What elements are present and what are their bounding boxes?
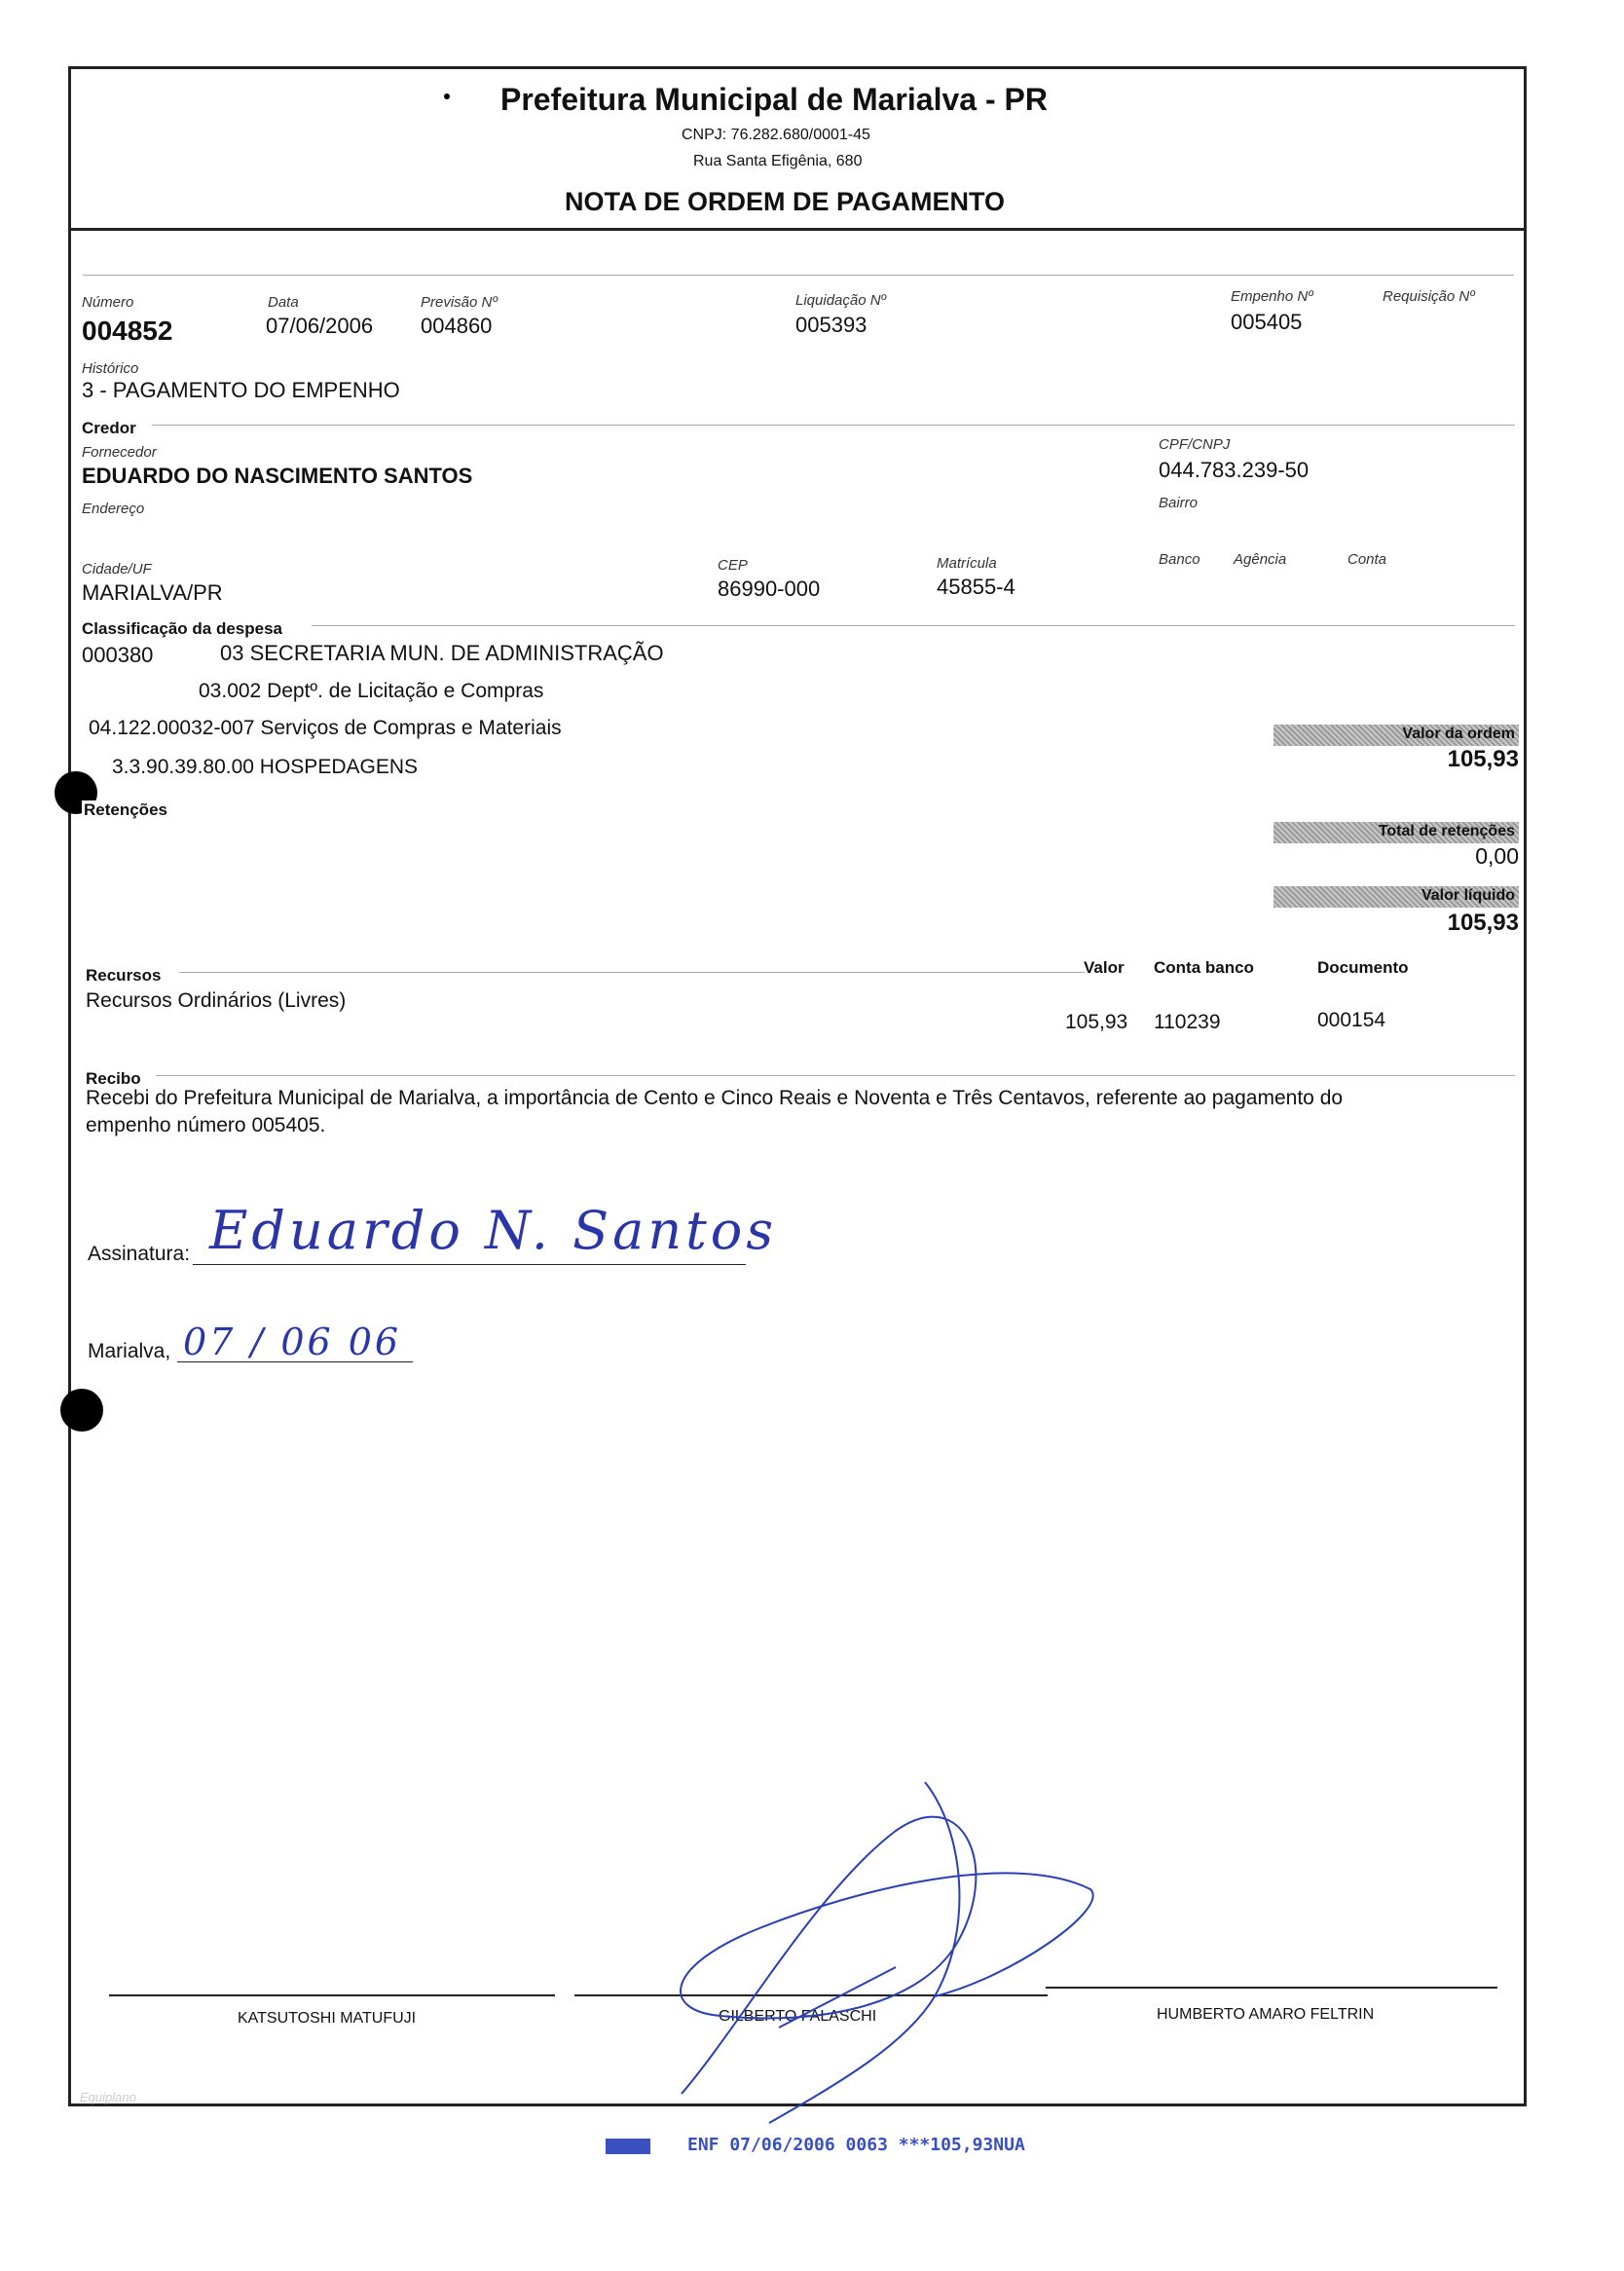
- recursos-rule: [179, 972, 1085, 973]
- cidade-value: MARIALVA/PR: [82, 580, 223, 605]
- recursos-documento: 000154: [1317, 1009, 1386, 1031]
- historico-value: 3 - PAGAMENTO DO EMPENHO: [82, 378, 400, 402]
- matricula-label: Matrícula: [937, 555, 997, 572]
- requisicao-label: Requisição Nº: [1383, 288, 1475, 305]
- recibo-rule: [156, 1075, 1515, 1076]
- empenho-value: 005405: [1231, 310, 1303, 334]
- cidade-label: Cidade/UF: [82, 561, 152, 577]
- header-divider: [68, 228, 1527, 231]
- recibo-line2: empenho número 005405.: [86, 1114, 326, 1136]
- address: Rua Santa Efigênia, 680: [693, 153, 863, 169]
- punch-hole: [60, 1389, 103, 1432]
- cnpj: CNPJ: 76.282.680/0001-45: [682, 127, 870, 143]
- valor-liquido-bar: [1273, 886, 1519, 908]
- elemento: 3.3.90.39.80.00 HOSPEDAGENS: [112, 756, 419, 778]
- bairro-label: Bairro: [1159, 495, 1199, 511]
- signature-scribble: [643, 1772, 1129, 2142]
- credor-section: Credor: [82, 419, 136, 437]
- fornecedor-label: Fornecedor: [82, 444, 157, 461]
- agencia-label: Agência: [1234, 551, 1287, 568]
- assinatura-label: Assinatura:: [88, 1243, 191, 1265]
- retencoes-section: Retenções: [84, 800, 167, 819]
- valor-liquido-value: 105,93: [1447, 910, 1519, 936]
- previsao-label: Previsão Nº: [421, 294, 498, 311]
- bank-stamp: ENF 07/06/2006 0063 ***105,93NUA: [687, 2135, 1025, 2155]
- conta-label: Conta: [1347, 551, 1387, 568]
- liquidacao-value: 005393: [795, 313, 867, 337]
- cep-value: 86990-000: [718, 577, 821, 601]
- conta-banco-header: Conta banco: [1154, 958, 1254, 977]
- classificacao-section: Classificação da despesa: [82, 619, 283, 638]
- liquidacao-label: Liquidação Nº: [795, 292, 887, 309]
- total-retencoes-bar: [1273, 822, 1519, 843]
- secretaria: 03 SECRETARIA MUN. DE ADMINISTRAÇÃO: [220, 641, 664, 665]
- programa: 04.122.00032-007 Serviços de Compras e Materiais: [89, 717, 562, 739]
- valor-liquido-label: Valor líquido: [1421, 887, 1515, 904]
- departamento: 03.002 Deptº. de Licitação e Compras: [199, 680, 544, 702]
- documento-header: Documento: [1317, 958, 1409, 977]
- numero-value: 004852: [82, 316, 173, 346]
- recibo-line1: Recebi do Prefeitura Municipal de Marialva, a importância de Cento e Cinco Reais e Noventa e Três Centavos, referente ao pagamento do: [86, 1087, 1344, 1109]
- classificacao-rule: [312, 625, 1515, 626]
- local-label: Marialva,: [88, 1340, 171, 1362]
- data-label: Data: [268, 294, 299, 311]
- recursos-valor: 105,93: [1065, 1011, 1128, 1033]
- recursos-section: Recursos: [86, 966, 162, 985]
- signatory-3: HUMBERTO AMARO FELTRIN: [1157, 2006, 1375, 2023]
- matricula-value: 45855-4: [937, 575, 1015, 599]
- empenho-label: Empenho Nº: [1231, 288, 1313, 305]
- classificacao-code: 000380: [82, 643, 154, 667]
- historico-label: Histórico: [82, 360, 139, 377]
- credor-rule: [152, 425, 1515, 426]
- previsao-value: 004860: [421, 314, 493, 338]
- cpf-label: CPF/CNPJ: [1159, 436, 1231, 453]
- total-retencoes-label: Total de retenções: [1378, 823, 1515, 839]
- signature-line-1: [109, 1994, 555, 1996]
- assinatura-line: [193, 1264, 746, 1265]
- banco-label: Banco: [1159, 551, 1200, 568]
- document-title: NOTA DE ORDEM DE PAGAMENTO: [565, 187, 1006, 216]
- recursos-conta: 110239: [1154, 1011, 1221, 1033]
- ids-rule: [83, 275, 1514, 276]
- cep-label: CEP: [718, 557, 748, 574]
- data-value: 07/06/2006: [266, 314, 374, 338]
- cpf-value: 044.783.239-50: [1159, 458, 1310, 482]
- page-title: Prefeitura Municipal de Marialva - PR: [500, 82, 1048, 117]
- recibo-section: Recibo: [86, 1069, 141, 1088]
- signatory-1: KATSUTOSHI MATUFUJI: [238, 2010, 417, 2027]
- valor-header: Valor: [1084, 958, 1125, 977]
- handwritten-signature: Eduardo N. Santos: [209, 1200, 778, 1261]
- total-retencoes-value: 0,00: [1475, 843, 1519, 869]
- numero-label: Número: [82, 294, 134, 311]
- recursos-descricao: Recursos Ordinários (Livres): [86, 989, 347, 1012]
- handwritten-date: 07 / 06 06: [183, 1321, 402, 1363]
- equiplano-watermark: Equiplano: [80, 2090, 136, 2104]
- bank-stamp-logo: [606, 2139, 650, 2154]
- valor-ordem-label: Valor da ordem: [1402, 726, 1515, 742]
- signatory-2: GILBERTO FALASCHI: [719, 2008, 877, 2025]
- endereco-label: Endereço: [82, 501, 145, 517]
- fornecedor-value: EDUARDO DO NASCIMENTO SANTOS: [82, 464, 473, 488]
- valor-ordem-bar: [1273, 725, 1519, 746]
- valor-ordem-value: 105,93: [1447, 746, 1519, 772]
- scan-dot: [444, 93, 450, 99]
